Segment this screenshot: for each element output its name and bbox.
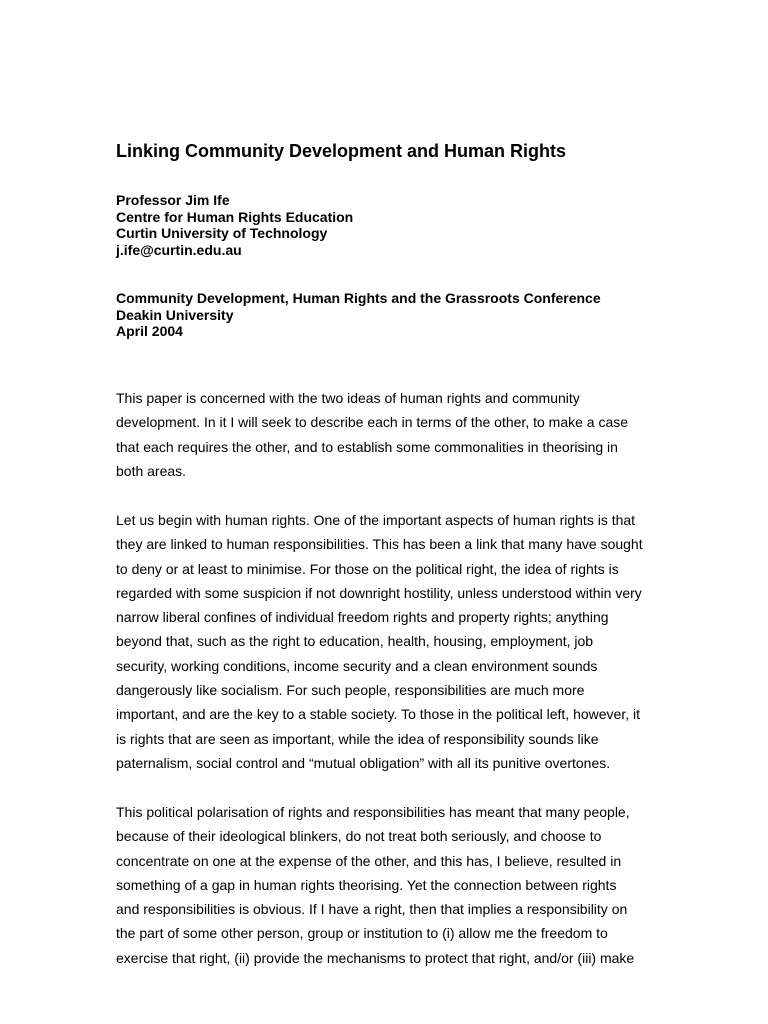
paragraph-line: to deny or at least to minimise. For those on the political right, the idea of rights is [116,560,619,577]
paragraph-line: security, working conditions, income security and a clean environment sounds [116,657,598,674]
paragraph-line: that each requires the other, and to establish some commonalities in theorising in [116,438,618,455]
paragraph-line: narrow liberal confines of individual freedom rights and property rights; anything [116,609,609,626]
paragraph-line: is rights that are seen as important, while the idea of responsibility sounds like [116,730,599,747]
paragraph-line: Let us begin with human rights. One of the important aspects of human rights is that [116,512,636,528]
author-university: Curtin University of Technology [116,225,328,241]
body-paragraph-2 [116,508,656,775]
author-department: Centre for Human Rights Education [116,208,354,225]
paragraph-line: This paper is concerned with the two ideas of human rights and community [116,390,580,406]
paragraph-line: This political polarisation of rights and responsibilities has meant that many people, [116,804,630,820]
paragraph-line: beyond that, such as the right to education, health, housing, employment, job [116,633,594,650]
paragraph-line: paternalism, social control and “mutual obligation” with all its punitive overtones. [116,754,611,771]
paragraph-line: they are linked to human responsibilities. This has been a link that many have sought [116,536,643,553]
paragraph-line: something of a gap in human rights theorising. Yet the connection between rights [116,876,617,893]
conference-date: April 2004 [116,323,183,339]
conference-venue: Deakin University [116,306,234,323]
body-paragraph-1 [116,386,656,483]
conference-name: Community Development, Human Rights and the Grassroots Conference [116,290,601,306]
paragraph-line: both areas. [116,462,187,479]
paragraph-line: regarded with some suspicion if not downright hostility, unless understood within very [116,584,642,601]
body-paragraph-3 [116,800,656,970]
paragraph-line: because of their ideological blinkers, do not treat both seriously, and choose to [116,828,602,845]
paragraph-line: concentrate on one at the expense of the other, and this has, I believe, resulted in [116,852,622,869]
paragraph-line: the part of some other person, group or institution to (i) allow me the freedom to [116,925,608,942]
conference-block [116,290,601,340]
author-name: Professor Jim Ife [116,192,230,208]
author-email: j.ife@curtin.edu.au [116,241,242,258]
paragraph-line: important, and are the key to a stable society. To those in the political left, however, it [116,706,640,723]
paragraph-line: exercise that right, (ii) provide the mechanisms to protect that right, and/or (iii) make [116,949,635,966]
document-title: Linking Community Development and Human Rights [116,141,567,161]
paragraph-line: development. In it I will seek to describe each in terms of the other, to make a case [116,414,629,431]
author-block [116,192,353,258]
paragraph-line: and responsibilities is obvious. If I have a right, then that implies a responsibility on [116,901,628,918]
paragraph-line: dangerously like socialism. For such people, responsibilities are much more [116,682,585,699]
